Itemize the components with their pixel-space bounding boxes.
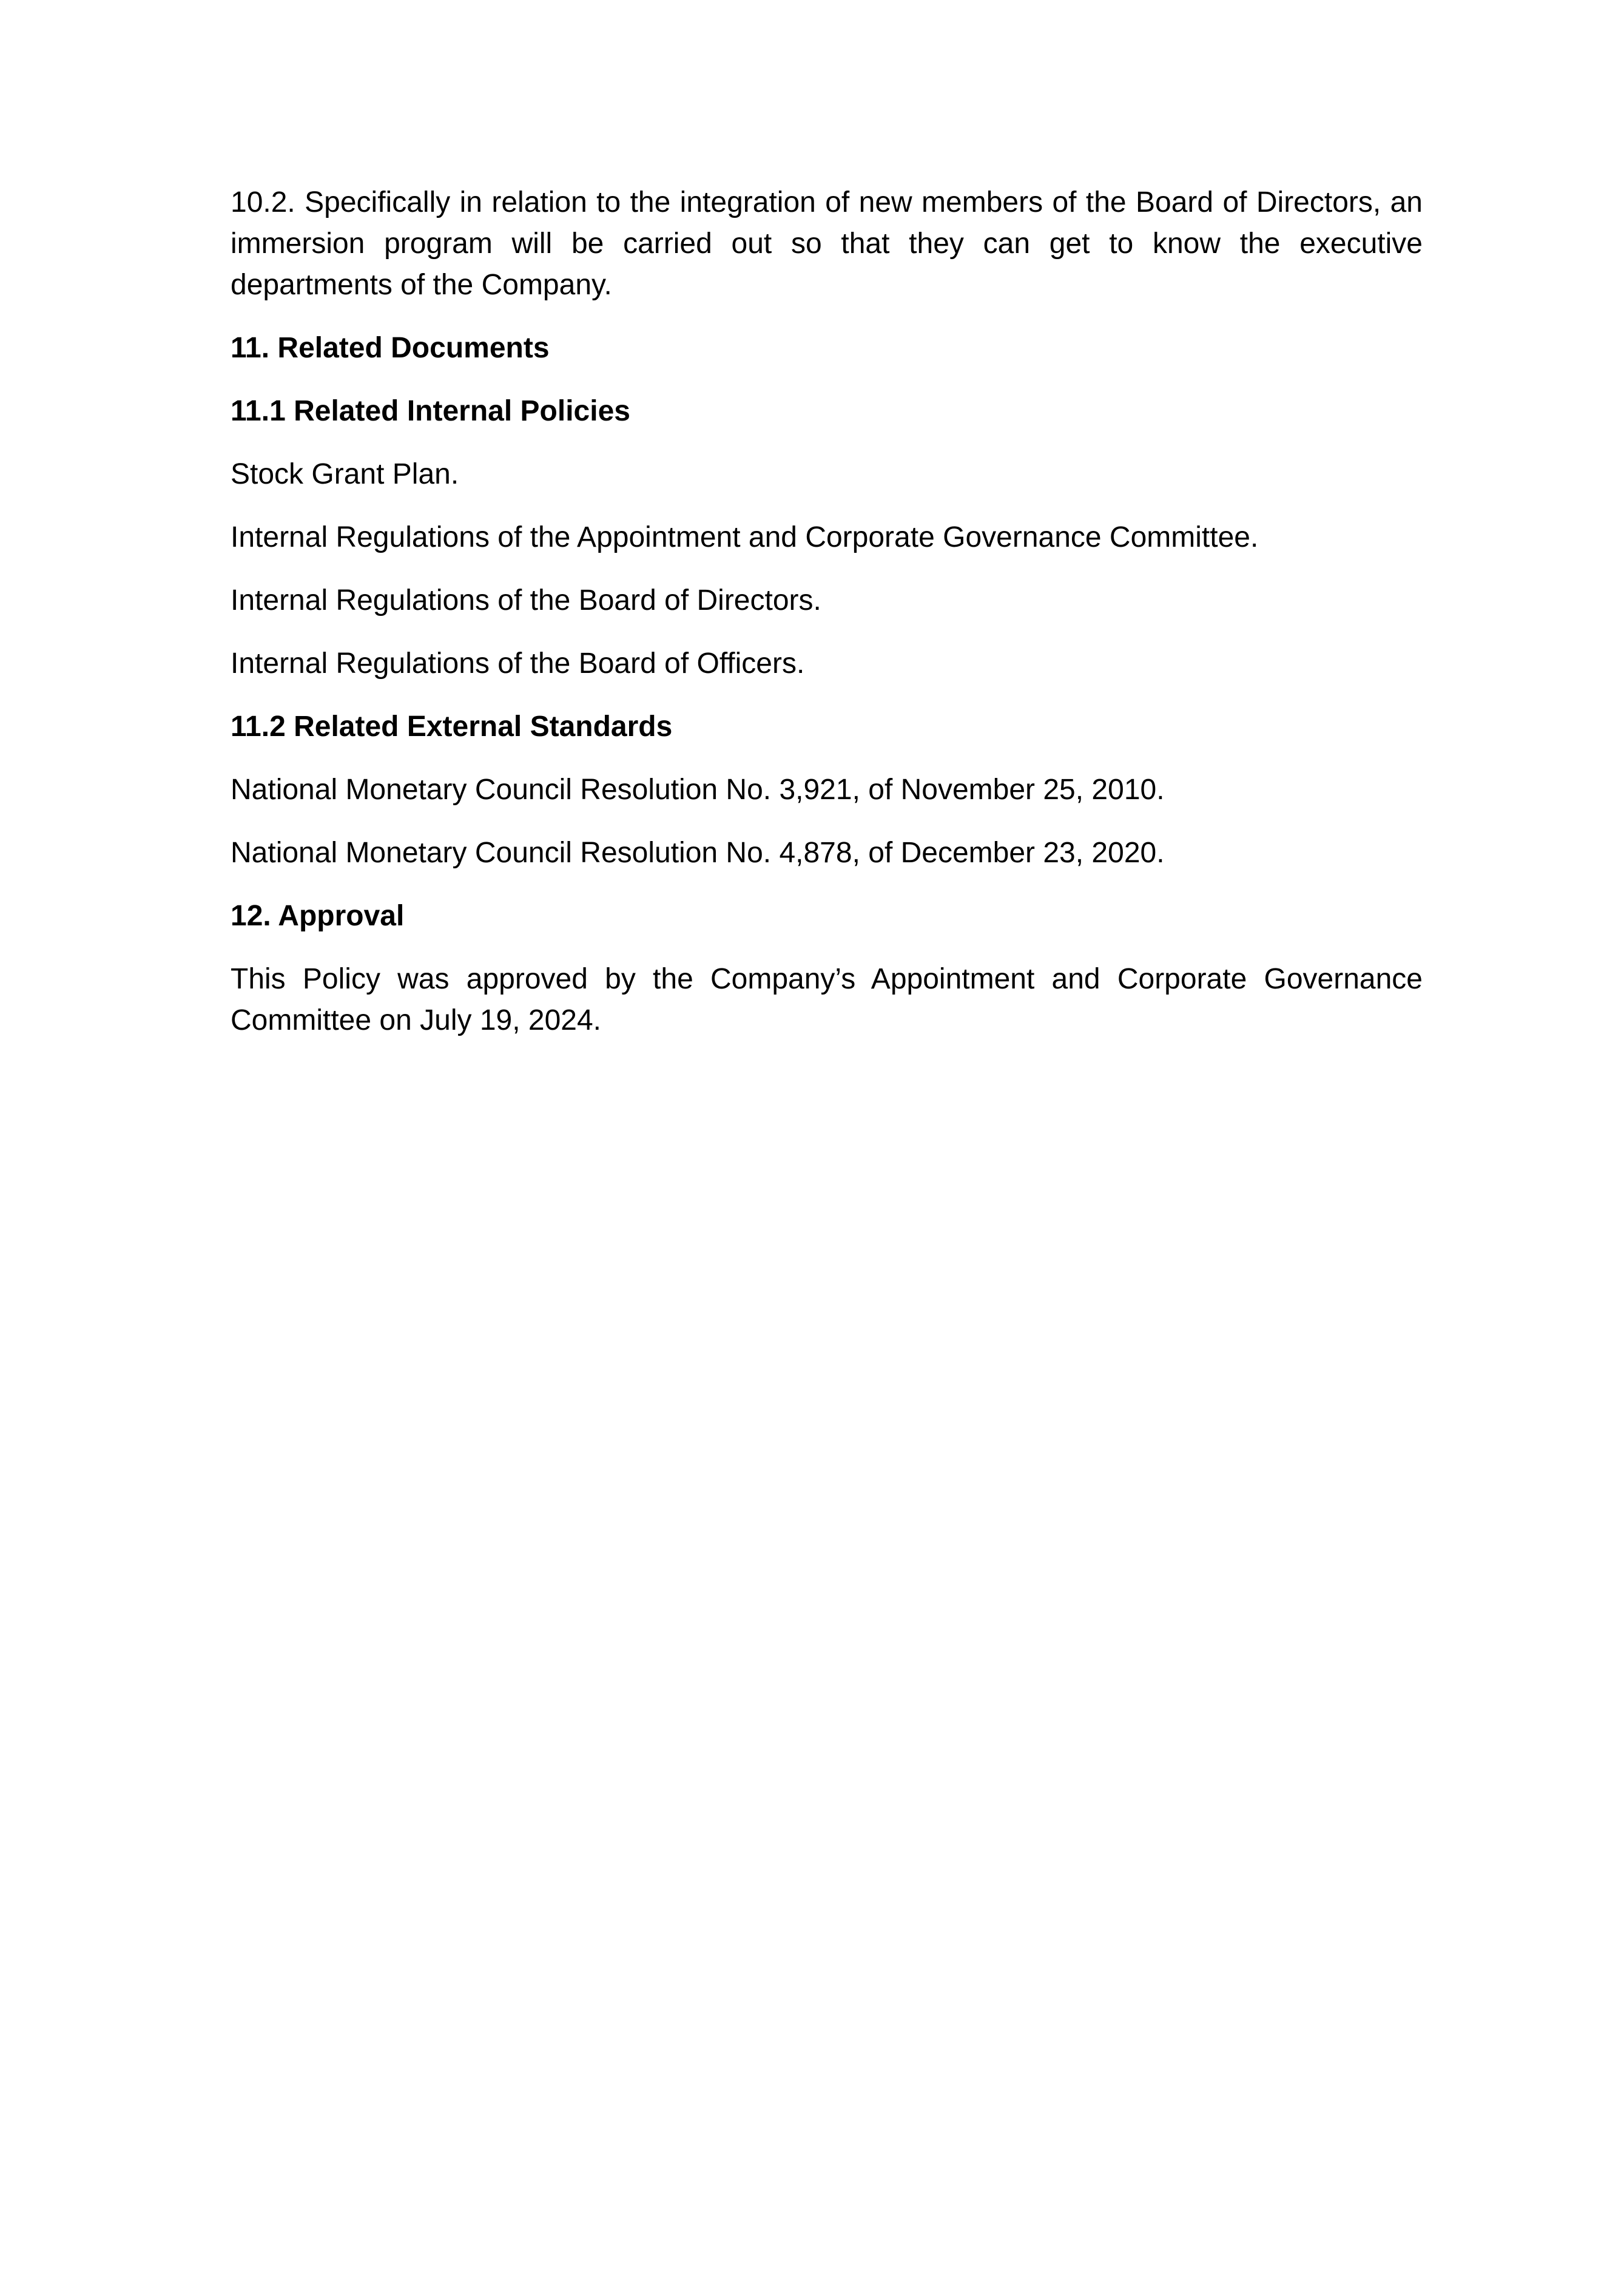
external-standard-item: National Monetary Council Resolution No. 4,878, of December 23, 2020. [231, 837, 1165, 869]
internal-policy-item: Internal Regulations of the Board of Directors. [231, 584, 821, 617]
external-standard-item: National Monetary Council Resolution No. 3,921, of November 25, 2010. [231, 774, 1165, 806]
internal-policy-item: Stock Grant Plan. [231, 458, 459, 490]
paragraph-10-2: 10.2. Specifically in relation to the integration of new members of the Board of Directors, an immersion program will be carried out so that they can get to know the executive departments of the Company. [231, 186, 1423, 301]
heading-related-external-standards: 11.2 Related External Standards [231, 711, 673, 743]
heading-approval: 12. Approval [231, 900, 405, 932]
approval-paragraph: This Policy was approved by the Company’s Appointment and Corporate Governance Committee on July 19, 2024. [231, 963, 1423, 1036]
document-body [231, 182, 1423, 1063]
heading-related-documents: 11. Related Documents [231, 332, 550, 364]
internal-policy-item: Internal Regulations of the Appointment and Corporate Governance Committee. [231, 521, 1259, 553]
heading-related-internal-policies: 11.1 Related Internal Policies [231, 395, 630, 427]
internal-policy-item: Internal Regulations of the Board of Officers. [231, 647, 805, 680]
